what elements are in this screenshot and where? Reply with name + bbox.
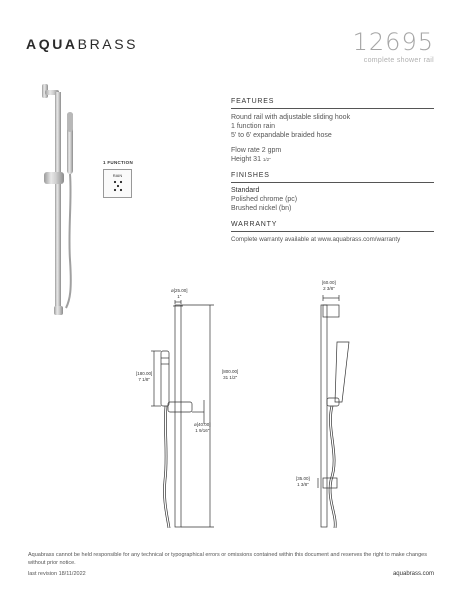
features-line: 1 function rain (231, 123, 275, 130)
features-line: Round rail with adjustable sliding hook (231, 114, 351, 121)
dim-hook-diameter (194, 422, 211, 434)
front-rail (175, 305, 181, 527)
dim-metric: [35.00] (296, 476, 310, 481)
brand-logo-part1: AQUA (26, 36, 78, 52)
dim-imperial: 31 1/2" (223, 375, 238, 380)
side-bracket-top (323, 305, 339, 317)
dim-imperial: 1" (177, 294, 182, 299)
height-label: Height 31 (231, 156, 261, 163)
side-handshower (335, 342, 349, 402)
dim-metric: ø[25.00] (171, 288, 188, 293)
dim-metric: [60.00] (322, 280, 336, 285)
dim-imperial: 7 1/8" (138, 377, 150, 382)
front-handshower (161, 351, 169, 406)
footer-disclaimer: Aquabrass cannot be held responsible for any technical or typographical errors or omissions contained within this document and reserves the right to make changes without prior notice. (28, 552, 427, 566)
front-slider (168, 402, 192, 412)
dim-rail-height (222, 369, 238, 381)
features-title: FEATURES (231, 98, 275, 105)
dim-imperial: 1 3/8" (297, 482, 309, 487)
features-line: 5' to 6' expandable braided hose (231, 132, 332, 139)
finish-standard: Standard (231, 187, 260, 194)
dim-handshower-length (136, 371, 152, 383)
footer-website-link[interactable]: aquabrass.com (392, 571, 434, 577)
warranty-text: Complete warranty available at www.aquabrass.com/warranty (231, 236, 401, 243)
dim-metric: ø[40.00] (194, 422, 211, 427)
height-fraction: 1/2" (262, 157, 271, 162)
footer-revision: last revision 18/11/2022 (28, 571, 86, 577)
function-count-label: 1 FUNCTION (103, 160, 133, 165)
model-number: 12695 (352, 28, 434, 56)
warranty-title: WARRANTY (231, 221, 278, 228)
brand-logo-part2: BRASS (77, 36, 139, 52)
flow-rate: Flow rate 2 gpm (231, 147, 282, 154)
finishes-title: FINISHES (231, 172, 270, 179)
dim-metric: [800.00] (222, 369, 239, 374)
dim-outlet-depth (296, 476, 310, 488)
dim-rail-diameter (171, 288, 188, 300)
rain-label: RAIN (112, 173, 123, 178)
side-rail (321, 305, 327, 527)
dim-imperial: 2 3/8" (323, 286, 335, 291)
model-subtitle: complete shower rail (363, 57, 434, 64)
dim-rail-depth (322, 280, 336, 292)
finish-option: Polished chrome (pc) (231, 196, 298, 203)
finish-option: Brushed nickel (bn) (231, 205, 292, 212)
dim-metric: [180.00] (136, 371, 153, 376)
dim-imperial: 1 9/16" (195, 428, 210, 433)
